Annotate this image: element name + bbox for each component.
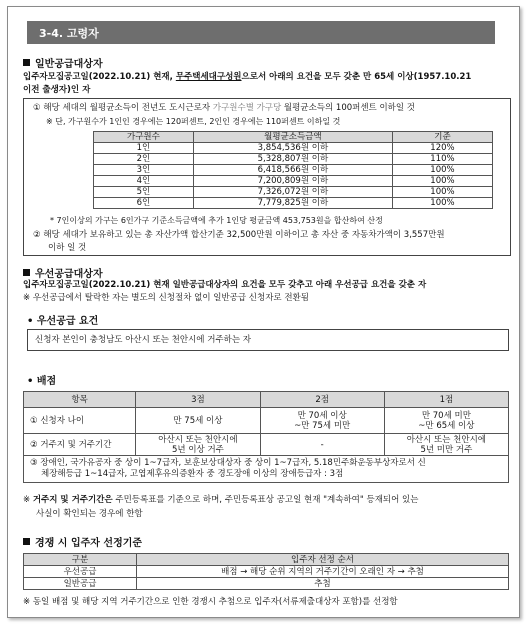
priority-heading: 우선공급대상자 bbox=[23, 265, 103, 280]
document-page bbox=[7, 6, 520, 618]
table-row: 우선공급 배점 → 해당 순위 지역의 거주기간이 오래인 자 → 추첨 bbox=[24, 566, 509, 578]
general-intro-line1: 입주자모집공고일(2022.10.21) 현재, 무주택세대구성원으로서 아래의 요건을 모두 갖춘 만 65세 이상(1957.10.21 bbox=[23, 72, 472, 82]
table-row: ③ 장애인, 국가유공자 중 상이 1~7급자, 보훈보상대상자 중 상이 1~7급자, 5.18민주화운동부상자로서 신 체장해등급 1~14급자, 고엽제후유의증환자 중 경도장애 이상의 장애등급자 : 3점 bbox=[24, 456, 509, 483]
condition-2-line2: 이하 일 것 bbox=[48, 243, 87, 253]
seven-person-note: * 7인이상의 가구는 6인가구 기준소득금액에 추가 1인당 평균금액 453,753원을 합산하여 산정 bbox=[50, 216, 383, 225]
table-row: 5인 7,326,072원 이하 100% bbox=[94, 187, 493, 198]
section-title: 3-4. 고령자 bbox=[39, 27, 99, 40]
table-row: ① 신청자 나이 만 75세 이상 만 70세 이상 ~만 75세 미만 만 70세 미만 ~만 65세 이상 bbox=[24, 408, 509, 434]
score-table bbox=[23, 391, 509, 483]
general-conditions-box bbox=[23, 98, 511, 256]
table-row: 4인 7,200,809원 이하 100% bbox=[94, 176, 493, 187]
income-table-header: 가구원수 월평균소득금액 기준 bbox=[94, 132, 493, 143]
requirement-text: 신청자 본인이 충청남도 아산시 또는 천안시에 거주하는 자 bbox=[35, 335, 251, 345]
general-heading: 일반공급대상자 bbox=[23, 55, 103, 70]
table-row: 1인 3,854,536원 이하 120% bbox=[94, 143, 493, 154]
table-row: 2인 5,328,807원 이하 110% bbox=[94, 154, 493, 165]
selection-footer-note: ※ 동일 배점 및 해당 지역 거주기간으로 인한 경쟁시 추첨으로 입주자(서류제출대상자 포함)를 선정함 bbox=[23, 597, 398, 607]
score-table-header: 항목 3점 2점 1점 bbox=[24, 392, 509, 408]
score-heading: • 배점 bbox=[27, 376, 57, 387]
priority-line1: 입주자모집공고일(2022.10.21) 현재 일반공급대상자의 요건을 모두 갖추고 아래 우선공급 요건을 갖춘 자 bbox=[23, 280, 427, 290]
square-bullet-icon bbox=[23, 59, 30, 66]
residence-note-line2: 사실이 확인되는 경우에 한함 bbox=[36, 509, 143, 519]
general-intro-line2: 이전 출생자)인 자 bbox=[23, 85, 91, 95]
square-bullet-icon bbox=[23, 538, 30, 545]
selection-table-header: 구분 입주자 선정 순서 bbox=[24, 554, 509, 566]
selection-heading: 경쟁 시 입주자 선정기준 bbox=[23, 534, 142, 549]
condition-2-line1: ② 해당 세대가 보유하고 있는 총 자산가액 합산기준 32,500만원 이하이고 총 자산 중 자동차가액이 3,557만원 bbox=[33, 230, 445, 240]
condition-1: ① 해당 세대의 월평균소득이 전년도 도시근로자 가구원수별 가구당 월평균소득의 100퍼센트 이하일 것 bbox=[33, 103, 416, 113]
selection-table bbox=[23, 553, 509, 590]
residence-note-line1: ※ 거주지 및 거주기간은 주민등록표를 기준으로 하며, 주민등록표상 공고일 현재 "계속하여" 등재되어 있는 bbox=[23, 495, 419, 505]
section-title-bar bbox=[27, 21, 495, 44]
table-row: 일반공급 추첨 bbox=[24, 578, 509, 590]
requirement-heading: • 우선공급 요건 bbox=[27, 316, 99, 327]
square-bullet-icon bbox=[23, 269, 30, 276]
table-row: ② 거주지 및 거주기간 아산시 또는 천안시에 5년 이상 거주 - 아산시 또는 천안시에 5년 미만 거주 bbox=[24, 434, 509, 456]
table-row: 3인 6,418,566원 이하 100% bbox=[94, 165, 493, 176]
table-row: 6인 7,779,825원 이하 100% bbox=[94, 198, 493, 209]
income-table bbox=[93, 131, 493, 209]
priority-line2: ※ 우선공급에서 탈락한 자는 별도의 신청절차 없이 일반공급 신청자로 전환됨 bbox=[23, 293, 309, 303]
condition-1-note: ※ 단, 가구원수가 1인인 경우에는 120퍼센트, 2인인 경우에는 110퍼센트 이하일 것 bbox=[46, 117, 341, 126]
requirement-box bbox=[27, 329, 509, 351]
